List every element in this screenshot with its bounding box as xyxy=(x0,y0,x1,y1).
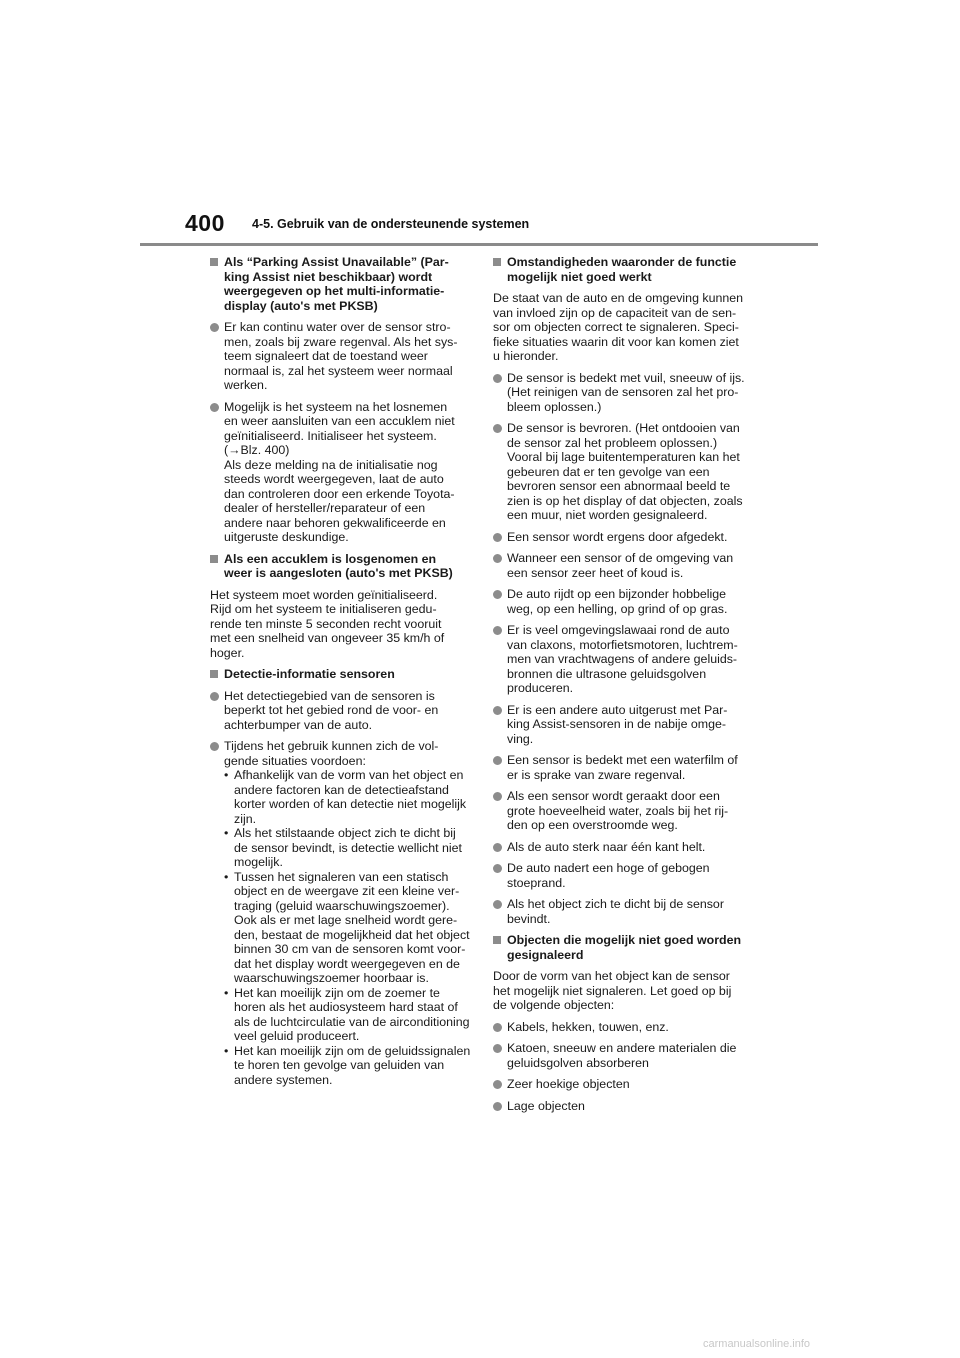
section-heading xyxy=(210,552,470,581)
section-heading xyxy=(493,255,753,284)
text-line: Omstandigheden waaronder de functie xyxy=(507,255,737,269)
text-line: Kabels, hekken, touwen, enz. xyxy=(507,1019,669,1034)
text-line: Mogelijk is het systeem na het losnemen xyxy=(224,399,448,414)
square-bullet-icon xyxy=(210,555,218,563)
text-line: Lage objecten xyxy=(507,1098,585,1113)
circle-bullet-icon xyxy=(210,742,219,751)
text-line: Het kan moeilijk zijn om de zoemer te xyxy=(234,985,440,1000)
text-line: den, bestaat de mogelijkheid dat het object xyxy=(234,927,470,942)
circle-bullet-icon xyxy=(493,374,502,383)
footer-watermark: carmanualsonline.info xyxy=(703,1338,811,1350)
text-line: De auto nadert een hoge of gebogen xyxy=(507,861,710,875)
text-line: produceren. xyxy=(507,681,574,695)
text-line: sor om objecten correct te signaleren. Speci- xyxy=(493,320,739,334)
sub-list-item xyxy=(224,986,470,1044)
bullet-item xyxy=(210,400,470,545)
text-line: als de luchtcirculatie van de airconditioning xyxy=(234,1014,470,1029)
text-line: rende ten minste 5 seconden recht vooruit xyxy=(210,616,442,631)
text-line: waarschuwingszoemer hoorbaar is. xyxy=(234,971,429,985)
text-line: De sensor is bedekt met vuil, sneeuw of ijs. xyxy=(507,370,745,385)
dot-mark: • xyxy=(224,1043,229,1058)
bullet-item xyxy=(493,703,753,747)
bullet-item xyxy=(210,739,470,1087)
bullet-item xyxy=(493,897,753,926)
text-line: Detectie-informatie sensoren xyxy=(224,667,395,681)
circle-bullet-icon xyxy=(493,590,502,599)
text-line: (Het reinigen van de sensoren zal het pro- xyxy=(507,385,739,399)
text-line: met een snelheid van ongeveer 35 km/h of xyxy=(210,631,445,645)
text-line: men van vrachtwagens of andere geluids- xyxy=(507,652,738,666)
text-line: mogelijk. xyxy=(234,855,283,869)
text-line: gebeuren dat er ten gevolge van een xyxy=(507,464,710,479)
text-line: binnen 30 cm van de sensoren komt voor- xyxy=(234,942,466,956)
circle-bullet-icon xyxy=(493,756,502,765)
dot-mark: • xyxy=(224,869,229,884)
text-line: object en de weergave zit een kleine ver- xyxy=(234,884,460,898)
page-number: 400 xyxy=(185,210,225,236)
text-line: weg, op een helling, op grind of op gras. xyxy=(507,601,728,616)
text-line: traging (geluid waarschuwingszoemer). xyxy=(234,898,450,913)
circle-bullet-icon xyxy=(210,323,219,332)
text-line: grote hoeveelheid water, zoals bij het rij- xyxy=(507,803,729,818)
text-line: uitgeruste deskundige. xyxy=(224,530,349,544)
text-line: De auto rijdt op een bijzonder hobbelige xyxy=(507,587,727,601)
right-column xyxy=(493,255,753,1120)
sub-list-item xyxy=(224,826,470,870)
text-line: van invloed zijn op de capaciteit van de sen- xyxy=(493,305,737,320)
text-line: zijn. xyxy=(234,811,257,826)
text-line: normaal is, zal het systeem weer normaal xyxy=(224,363,453,378)
bullet-item xyxy=(493,551,753,580)
text-line: den op een overstroomde weg. xyxy=(507,818,678,832)
text-line: Als het stilstaande object zich te dicht bij xyxy=(234,826,456,840)
text-line: werken. xyxy=(224,378,268,392)
left-column xyxy=(210,255,470,1094)
text-line: Er is een andere auto uitgerust met Par- xyxy=(507,702,728,717)
bullet-item xyxy=(493,587,753,616)
text-line: Als “Parking Assist Unavailable” (Par- xyxy=(224,255,449,269)
square-bullet-icon xyxy=(493,936,501,944)
circle-bullet-icon xyxy=(210,692,219,701)
text-line: steeds wordt weergegeven, laat de auto xyxy=(224,472,444,486)
circle-bullet-icon xyxy=(493,843,502,852)
text-line: Afhankelijk van de vorm van het object en xyxy=(234,768,464,782)
bullet-item xyxy=(493,1041,753,1070)
text-line: zien is op het display of dat objecten, zoals xyxy=(507,493,743,508)
bullet-item xyxy=(493,623,753,696)
text-line: king Assist niet beschikbaar) wordt xyxy=(224,269,433,284)
bullet-item xyxy=(493,1020,753,1035)
text-line: De staat van de auto en de omgeving kunnen xyxy=(493,291,744,305)
text-line: Als deze melding na de initialisatie nog xyxy=(224,457,438,472)
text-line: horen als het audiosysteem hard staat of xyxy=(234,1000,458,1014)
text-line: Objecten die mogelijk niet goed worden xyxy=(507,933,742,947)
text-line: het mogelijk niet signaleren. Let goed op bij xyxy=(493,983,732,998)
circle-bullet-icon xyxy=(493,554,502,563)
bullet-item xyxy=(493,530,753,545)
text-line: Ook als er met lage snelheid wordt gere- xyxy=(234,913,458,927)
sub-list-item xyxy=(224,870,470,986)
dot-mark: • xyxy=(224,826,229,840)
text-line: king Assist-sensoren in de nabije omge- xyxy=(507,717,727,731)
bullet-item xyxy=(210,320,470,393)
circle-bullet-icon xyxy=(493,533,502,542)
text-line: geïnitialiseerd. Initialiseer het systeem. xyxy=(224,428,437,443)
section-heading xyxy=(210,667,470,682)
text-line: De sensor is bevroren. (Het ontdooien van xyxy=(507,421,740,435)
circle-bullet-icon xyxy=(493,792,502,801)
bullet-item xyxy=(493,789,753,833)
text-line: Wanneer een sensor of de omgeving van xyxy=(507,551,734,565)
text-line: bleem oplossen.) xyxy=(507,399,602,414)
text-line: teem signaleert dat de toestand weer xyxy=(224,349,428,363)
text-line: u hieronder. xyxy=(493,349,559,363)
dot-mark: • xyxy=(224,985,229,1000)
header-divider xyxy=(140,243,818,246)
text-line: Als een accuklem is losgenomen en xyxy=(224,551,437,566)
paragraph xyxy=(493,969,753,1013)
text-line: Rijd om het systeem te initialiseren gedu- xyxy=(210,602,437,616)
text-line: andere factoren kan de detectieafstand xyxy=(234,782,449,797)
text-line: beperkt tot het gebied rond de voor- en xyxy=(224,703,439,717)
sub-list-item xyxy=(224,1044,470,1088)
text-line: display (auto's met PKSB) xyxy=(224,298,378,313)
bullet-item xyxy=(210,689,470,733)
sub-list-item xyxy=(224,768,470,826)
text-line: weer is aangesloten (auto's met PKSB) xyxy=(224,566,453,580)
text-line: men, zoals bij zware regenval. Als het sys- xyxy=(224,334,458,349)
text-line: de sensor zal het probleem oplossen.) xyxy=(507,435,718,450)
bullet-item xyxy=(493,1099,753,1114)
text-line: Er kan continu water over de sensor stro- xyxy=(224,320,451,334)
paragraph xyxy=(493,291,753,364)
bullet-item xyxy=(493,1077,753,1092)
text-line: bevindt. xyxy=(507,911,551,926)
text-line: veel geluid produceert. xyxy=(234,1029,360,1043)
text-line: gesignaleerd xyxy=(507,947,584,962)
square-bullet-icon xyxy=(493,258,501,266)
section-heading xyxy=(493,933,753,962)
text-line: Vooral bij lage buitentemperaturen kan het xyxy=(507,450,740,464)
text-line: (→Blz. 400) xyxy=(224,443,290,457)
bullet-item xyxy=(493,421,753,523)
text-line: bronnen die ultrasone geluidsgolven xyxy=(507,666,707,681)
text-line: Als een sensor wordt geraakt door een xyxy=(507,789,720,803)
text-line: geluidsgolven absorberen xyxy=(507,1055,649,1070)
circle-bullet-icon xyxy=(493,1102,502,1111)
text-line: stoeprand. xyxy=(507,875,566,890)
text-line: andere systemen. xyxy=(234,1072,333,1087)
bullet-item xyxy=(493,753,753,782)
text-line: Tijdens het gebruik kunnen zich de vol- xyxy=(224,739,439,753)
text-line: dealer of hersteller/reparateur of een xyxy=(224,501,426,515)
text-line: achterbumper van de auto. xyxy=(224,717,373,732)
text-line: gende situaties voordoen: xyxy=(224,753,366,768)
text-line: Een sensor is bedekt met een waterfilm of xyxy=(507,753,738,767)
circle-bullet-icon xyxy=(210,403,219,412)
text-line: andere naar behoren gekwalificeerde en xyxy=(224,515,446,530)
square-bullet-icon xyxy=(210,670,218,678)
paragraph xyxy=(210,588,470,661)
dot-mark: • xyxy=(224,768,229,782)
circle-bullet-icon xyxy=(493,706,502,715)
text-line: Tussen het signaleren van een statisch xyxy=(234,869,449,884)
text-line: Het detectiegebied van de sensoren is xyxy=(224,688,435,703)
text-line: korter worden of kan detectie niet mogelijk xyxy=(234,797,467,811)
text-line: een sensor zeer heet of koud is. xyxy=(507,565,684,580)
text-line: mogelijk niet goed werkt xyxy=(507,269,652,284)
circle-bullet-icon xyxy=(493,626,502,635)
text-line: Er is veel omgevingslawaai rond de auto xyxy=(507,623,730,637)
text-line: te horen ten gevolge van geluiden van xyxy=(234,1058,445,1072)
text-line: Als de auto sterk naar één kant helt. xyxy=(507,839,706,854)
circle-bullet-icon xyxy=(493,1080,502,1089)
text-line: bevroren sensor een abnormaal beeld te xyxy=(507,479,731,493)
circle-bullet-icon xyxy=(493,900,502,909)
bullet-item xyxy=(493,861,753,890)
circle-bullet-icon xyxy=(493,1023,502,1032)
bullet-item xyxy=(493,371,753,415)
text-line: de sensor bevindt, is detectie wellicht niet xyxy=(234,840,462,855)
text-line: Als het object zich te dicht bij de sensor xyxy=(507,897,724,911)
circle-bullet-icon xyxy=(493,864,502,873)
circle-bullet-icon xyxy=(493,1044,502,1053)
text-line: een muur, niet worden gesignaleerd. xyxy=(507,508,708,522)
text-line: dat het display wordt weergegeven en de xyxy=(234,956,460,971)
text-line: er is sprake van zware regenval. xyxy=(507,767,686,782)
bullet-item xyxy=(493,840,753,855)
text-line: van claxons, motorfietsmotoren, luchtrem- xyxy=(507,637,738,652)
text-line: en weer aansluiten van een accuklem niet xyxy=(224,414,455,428)
text-line: Het kan moeilijk zijn om de geluidssignalen xyxy=(234,1043,471,1058)
text-line: hoger. xyxy=(210,645,245,660)
text-line: Door de vorm van het object kan de sensor xyxy=(493,969,730,983)
square-bullet-icon xyxy=(210,258,218,266)
section-heading xyxy=(210,255,470,313)
text-line: weergegeven op het multi-informatie- xyxy=(224,284,445,298)
text-line: Zeer hoekige objecten xyxy=(507,1077,630,1091)
text-line: de volgende objecten: xyxy=(493,998,615,1012)
text-line: ving. xyxy=(507,731,534,746)
text-line: Een sensor wordt ergens door afgedekt. xyxy=(507,529,728,544)
text-line: dan controleren door een erkende Toyota- xyxy=(224,486,455,501)
text-line: fieke situaties waarin dit voor kan komen ziet xyxy=(493,334,739,349)
text-line: Katoen, sneeuw en andere materialen die xyxy=(507,1041,737,1055)
text-line: Het systeem moet worden geïnitialiseerd. xyxy=(210,587,438,602)
circle-bullet-icon xyxy=(493,424,502,433)
section-title: 4-5. Gebruik van de ondersteunende systemen xyxy=(252,217,530,231)
